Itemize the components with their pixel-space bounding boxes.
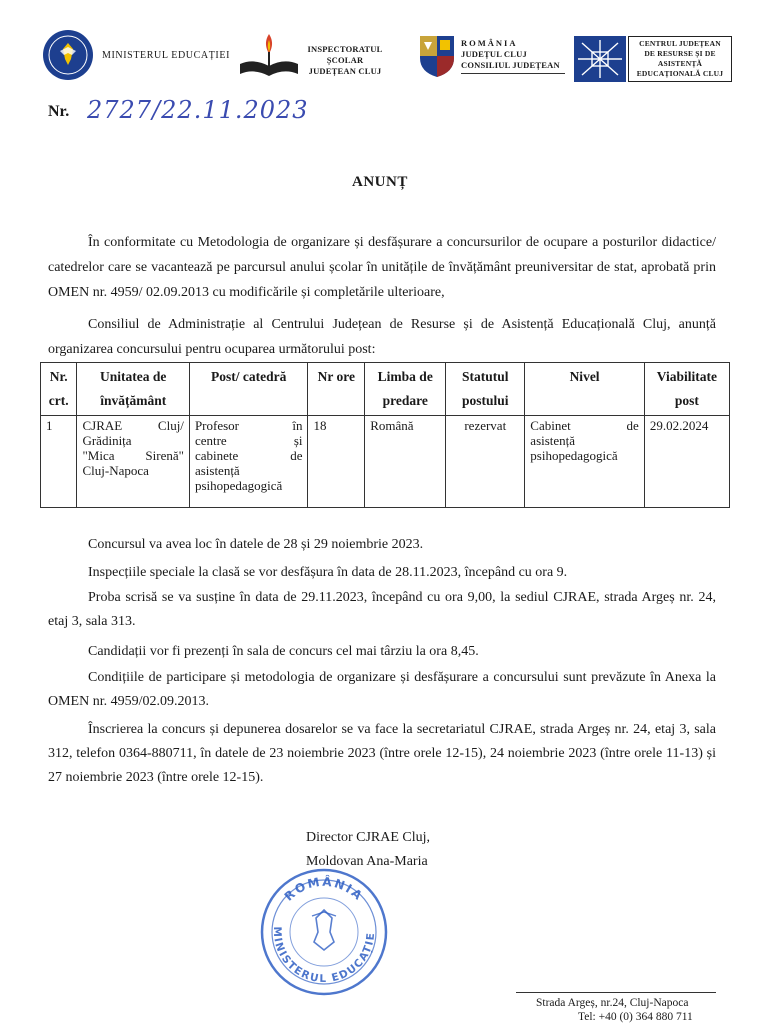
registration-label: Nr. (48, 103, 70, 120)
isj-name (290, 44, 400, 77)
svg-text:ROMÂNIA: ROMÂNIA (281, 874, 367, 904)
detail-conditions: Condițiile de participare și metodologia de organizare și desfășurare a concursului sunt prevăzute în Anexa la OMEN nr. 4959/02.09.2013. (48, 670, 716, 709)
registration-number: 2727/22.11.2023 (87, 96, 309, 124)
cjrae-line-3: ASISTENȚĂ (657, 59, 703, 68)
posts-table (40, 362, 730, 508)
cell-limba: Română (365, 416, 446, 508)
cell-post-line: centre și (194, 433, 303, 448)
cell-post-line: asistență (194, 463, 240, 478)
signature-role: Director CJRAE Cluj, (306, 830, 431, 845)
cjrae-line-1: CENTRUL JUDEȚEAN (639, 39, 721, 48)
signature-name: Moldovan Ana-Maria (306, 854, 428, 869)
county-underline (461, 73, 565, 74)
cell-statut: rezervat (446, 416, 525, 508)
cjrae-name-box (628, 36, 732, 82)
footer-divider (516, 992, 716, 993)
header-nr: Nr. crt. (41, 363, 77, 416)
detail-registration: Înscrierea la concurs și depunerea dosarelor se va face la secretariatul CJRAE, strada Argeș nr. 24, etaj 3, sala 312, telefon 0364-880711, în datele de 23 noiembrie 2023 (între orele 12-15), 24 noiembrie 2023 (între orele 11-13) și 27 noiembrie 2023 (între orele 12-15). (48, 722, 716, 785)
cell-unitate (77, 416, 189, 508)
cell-nivel-line: Cabinet de (530, 418, 639, 433)
cell-nivel (525, 416, 645, 508)
footer-address: Strada Argeș, nr.24, Cluj-Napoca (536, 997, 689, 1009)
detail-presence: Candidații vor fi prezenți în sala de concurs cel mai târziu la ora 8,45. (88, 644, 479, 659)
cell-nr: 1 (41, 416, 77, 508)
detail-written-exam: Proba scrisă se va susține în data de 29.11.2023, începând cu ora 9,00, la sediul CJRAE, strada Argeș nr. 24, etaj 3, sala 313. (48, 590, 716, 629)
government-seal-icon (42, 29, 94, 81)
svg-text:MINISTERUL EDUCAȚIEI: MINISTERUL EDUCAȚIE (270, 926, 378, 986)
cell-unitate-line: Cluj-Napoca (82, 463, 149, 478)
ministry-name: MINISTERUL EDUCAȚIEI (102, 50, 231, 61)
intro-paragraph: În conformitate cu Metodologia de organizare și desfășurare a concursurilor de ocupare a posturilor didactice/ catedrelor care se vacantează pe parcursul anului școlar în unitățile de învățământ preuniversitar de stat, aprobată prin OMEN nr. 4959/ 02.09.2013 cu modificările și completările ulterioare, (48, 235, 716, 300)
footer-phone: Tel: +40 (0) 364 880 711 (578, 1011, 693, 1023)
county-coat-of-arms-icon (418, 34, 456, 78)
document-title: ANUNȚ (352, 174, 408, 190)
table-header-row (41, 363, 730, 416)
header-limba: Limba de predare (365, 363, 446, 416)
official-stamp-icon (258, 866, 390, 998)
table-row (41, 416, 730, 508)
header-statut: Statutul postului (446, 363, 525, 416)
cj-line-1: ROMÂNIA (461, 38, 518, 48)
cell-viabilitate: 29.02.2024 (644, 416, 729, 508)
cell-post-line: Profesor în (194, 418, 303, 433)
header (0, 20, 768, 100)
header-ore: Nr ore (308, 363, 365, 416)
cjrae-line-4: EDUCAȚIONALĂ CLUJ (636, 69, 724, 78)
cell-ore: 18 (308, 416, 365, 508)
cell-nivel-line: psihopedagogică (530, 448, 618, 463)
isj-line-2: JUDEȚEAN CLUJ (308, 66, 382, 76)
cell-post-line: cabinete de (194, 448, 303, 463)
header-unitate: Unitatea de învățământ (77, 363, 189, 416)
header-nivel: Nivel (525, 363, 645, 416)
cell-unitate-line: "Mica Sirenă" (82, 448, 184, 463)
header-viabilitate: Viabilitate post (644, 363, 729, 416)
council-paragraph: Consiliul de Administrație al Centrului Județean de Resurse și de Asistență Educațională Cluj, anunță organizarea concursului pentru ocuparea următorului post: (48, 317, 716, 357)
cell-unitate-line: CJRAE Cluj/ (82, 418, 184, 433)
detail-inspections: Inspecțiile speciale la clasă se vor desfășura în data de 28.11.2023, începând cu ora 9. (88, 565, 568, 580)
header-post: Post/ catedră (189, 363, 308, 416)
cell-post-line: psihopedagogică (194, 478, 283, 493)
cj-line-3: CONSILIUL JUDEȚEAN (461, 60, 560, 70)
isj-line-1: INSPECTORATUL ȘCOLAR (307, 44, 383, 65)
cell-unitate-line: Grădinița (82, 433, 132, 448)
cell-post (189, 416, 308, 508)
detail-dates: Concursul va avea loc în datele de 28 și 29 noiembrie 2023. (88, 537, 424, 552)
cjrae-logo-icon (574, 36, 626, 82)
county-council-name (461, 38, 560, 71)
cjrae-line-2: DE RESURSE ȘI DE (644, 49, 716, 58)
cj-line-2: JUDEȚUL CLUJ (461, 49, 527, 59)
cell-nivel-line: asistență (530, 433, 576, 448)
